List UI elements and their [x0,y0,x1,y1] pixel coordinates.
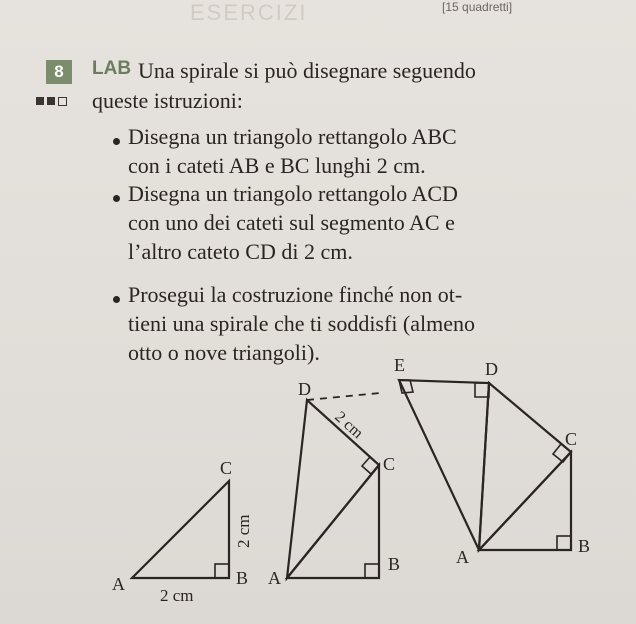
right-angle-marker [475,383,489,397]
label-b: B [236,568,249,588]
bullet-2-line-3: l’altro cateto CD di 2 cm. [128,239,353,264]
label-a: A [456,547,469,567]
exercise-number: 8 [46,60,72,84]
exercise-title-line-2: queste istruzioni: [92,88,243,113]
bullet-3-line-1: Prosegui la costruzione finché non ot- [128,282,463,307]
exercise-title-line-1: Una spirale si può disegnare seguendo [138,58,476,83]
label-b: B [578,536,591,556]
faded-heading: ESERCIZI [190,0,308,25]
figure-2-triangle-acd [287,400,379,578]
label-a: A [268,568,281,588]
label-e: E [394,355,405,375]
bullet-1-line-1: Disegna un triangolo rettangolo ABC [128,124,457,149]
bullet-3-line-3: otto o nove triangoli). [128,340,320,365]
label-c: C [383,454,396,474]
label-d: D [485,359,498,379]
label-c: C [220,458,233,478]
label-a: A [112,574,125,594]
lab-tag: LAB [92,58,132,79]
label-d: D [298,379,311,399]
right-angle-marker [362,457,379,474]
bullet-3-line-2: tieni una spirale che ti soddisfi (almeno [128,311,476,336]
bullet-1-line-2: con i cateti AB e BC lunghi 2 cm. [128,153,426,178]
figure-3-triangle-acd [479,383,571,550]
right-angle-marker [365,564,379,578]
label-side-bc: 2 cm [234,514,253,548]
label-c: C [565,429,578,449]
label-b: B [388,554,401,574]
corner-note: [15 quadretti] [442,0,513,14]
bullet-2-line-1: Disegna un triangolo rettangolo ACD [128,181,458,206]
label-side-cd: 2 cm [331,408,367,443]
right-angle-marker [215,564,229,578]
dashed-next-segment [307,393,380,400]
bullet-2-line-2: con uno dei cateti sul segmento AC e [128,210,455,235]
figure-3-triangle-ade [399,380,489,550]
right-angle-marker [557,536,571,550]
label-side-ab: 2 cm [160,586,194,605]
